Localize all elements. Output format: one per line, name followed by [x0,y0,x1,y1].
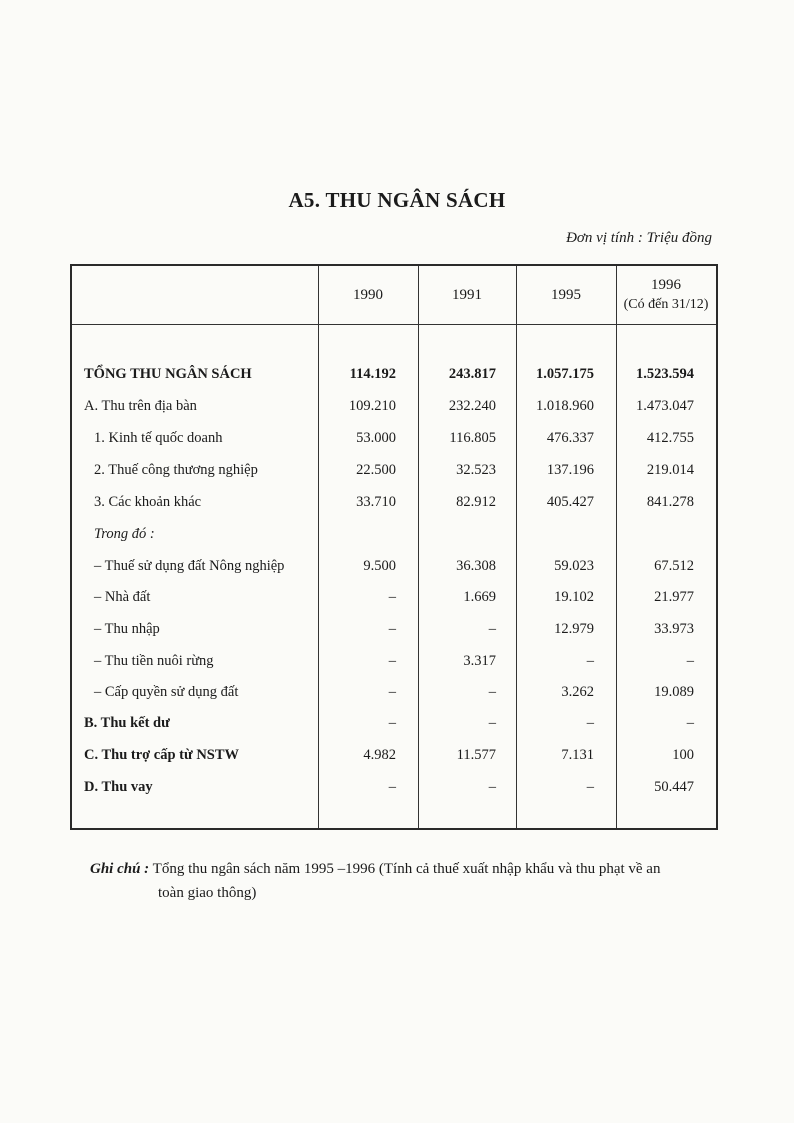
cell-value: 1.018.960 [536,398,594,414]
column-header [616,266,716,324]
row-label: – Thu nhập [94,621,160,637]
cell-value: 19.102 [554,589,594,605]
cell-value: – [488,779,496,795]
cell-value: 243.817 [448,366,496,382]
revenue-table [70,264,718,830]
cell-value: 21.977 [654,589,694,605]
cell-value: – [388,653,396,669]
cell-value: 7.131 [561,747,594,763]
cell-value: 100 [672,747,694,763]
table-row [72,393,716,419]
cell-value: – [488,684,496,700]
table-row [72,489,716,515]
footnote-line: toàn giao thông) [158,885,257,901]
cell-value: 412.755 [646,430,694,446]
footnote [90,857,720,905]
table-row [72,679,716,705]
footnote-label: Ghi chú : [90,861,150,877]
cell-value: 3.262 [561,684,594,700]
cell-value: 116.805 [449,430,496,446]
row-label: C. Thu trợ cấp từ NSTW [84,747,240,763]
footnote-text: Tổng thu ngân sách năm 1995 –1996 (Tính cả thuế xuất nhập khẩu và thu phạt về an [152,861,661,877]
column-header-label: 1995 [551,287,581,303]
table-row [72,742,716,768]
cell-value: 36.308 [456,558,496,574]
row-label: 1. Kinh tế quốc doanh [94,430,223,446]
cell-value: 50.447 [654,779,694,795]
cell-value: 137.196 [546,462,594,478]
unit-label: Đơn vị tính : Triệu đồng [566,230,712,246]
cell-value: – [586,653,594,669]
cell-value: 219.014 [646,462,694,478]
table-row [72,553,716,579]
table-header [72,266,716,325]
cell-value: – [488,621,496,637]
table-row [72,584,716,610]
row-label: – Cấp quyền sử dụng đất [94,684,239,700]
row-label: – Thu tiền nuôi rừng [94,653,214,669]
cell-value: – [388,684,396,700]
table-row [72,710,716,736]
row-label: 2. Thuế công thương nghiệp [94,462,258,478]
cell-value: 19.089 [654,684,694,700]
column-header-label: 1991 [452,287,482,303]
column-header-label: 1996 [651,277,681,293]
cell-value: 59.023 [554,558,594,574]
column-header [516,266,616,324]
column-header [418,266,516,324]
cell-value: – [686,653,694,669]
cell-value: 4.982 [363,747,396,763]
cell-value: – [388,715,396,731]
cell-value: 11.577 [456,747,496,763]
cell-value: 405.427 [546,494,594,510]
cell-value: 476.337 [546,430,594,446]
cell-value: 114.192 [349,366,396,382]
cell-value: 82.912 [456,494,496,510]
cell-value: – [388,589,396,605]
cell-value: – [488,715,496,731]
footnote-line [90,857,720,881]
cell-value: 33.973 [654,621,694,637]
cell-value: – [586,715,594,731]
cell-value: 1.057.175 [536,366,594,382]
cell-value: 12.979 [554,621,594,637]
column-header-label: 1990 [353,287,383,303]
cell-value: 9.500 [363,558,396,574]
table-row [72,361,716,387]
cell-value: – [388,779,396,795]
cell-value: – [686,715,694,731]
table-row [72,425,716,451]
cell-value: – [586,779,594,795]
row-label: – Nhà đất [94,589,151,605]
cell-value: 232.240 [448,398,496,414]
cell-value: 1.669 [463,589,496,605]
cell-value: 32.523 [456,462,496,478]
table-row [72,648,716,674]
table-row [72,521,716,547]
row-label: D. Thu vay [84,779,153,795]
cell-value: 33.710 [356,494,396,510]
cell-value: 3.317 [463,653,496,669]
cell-value: 841.278 [646,494,694,510]
column-header-sublabel: (Có đến 31/12) [623,297,709,312]
row-label: TỔNG THU NGÂN SÁCH [84,366,252,382]
row-label: B. Thu kết dư [84,715,170,731]
table-row [72,774,716,800]
cell-value: 1.473.047 [636,398,694,414]
column-header [318,266,418,324]
cell-value: – [388,621,396,637]
cell-value: 53.000 [356,430,396,446]
row-label: 3. Các khoản khác [94,494,202,510]
row-label: Trong đó : [94,526,155,542]
page-title: A5. THU NGÂN SÁCH [288,188,506,212]
table-row [72,616,716,642]
table-row [72,457,716,483]
cell-value: 67.512 [654,558,694,574]
cell-value: 1.523.594 [636,366,694,382]
row-label: A. Thu trên địa bàn [84,398,197,414]
cell-value: 109.210 [348,398,396,414]
row-label: – Thuế sử dụng đất Nông nghiệp [94,558,285,574]
cell-value: 22.500 [356,462,396,478]
